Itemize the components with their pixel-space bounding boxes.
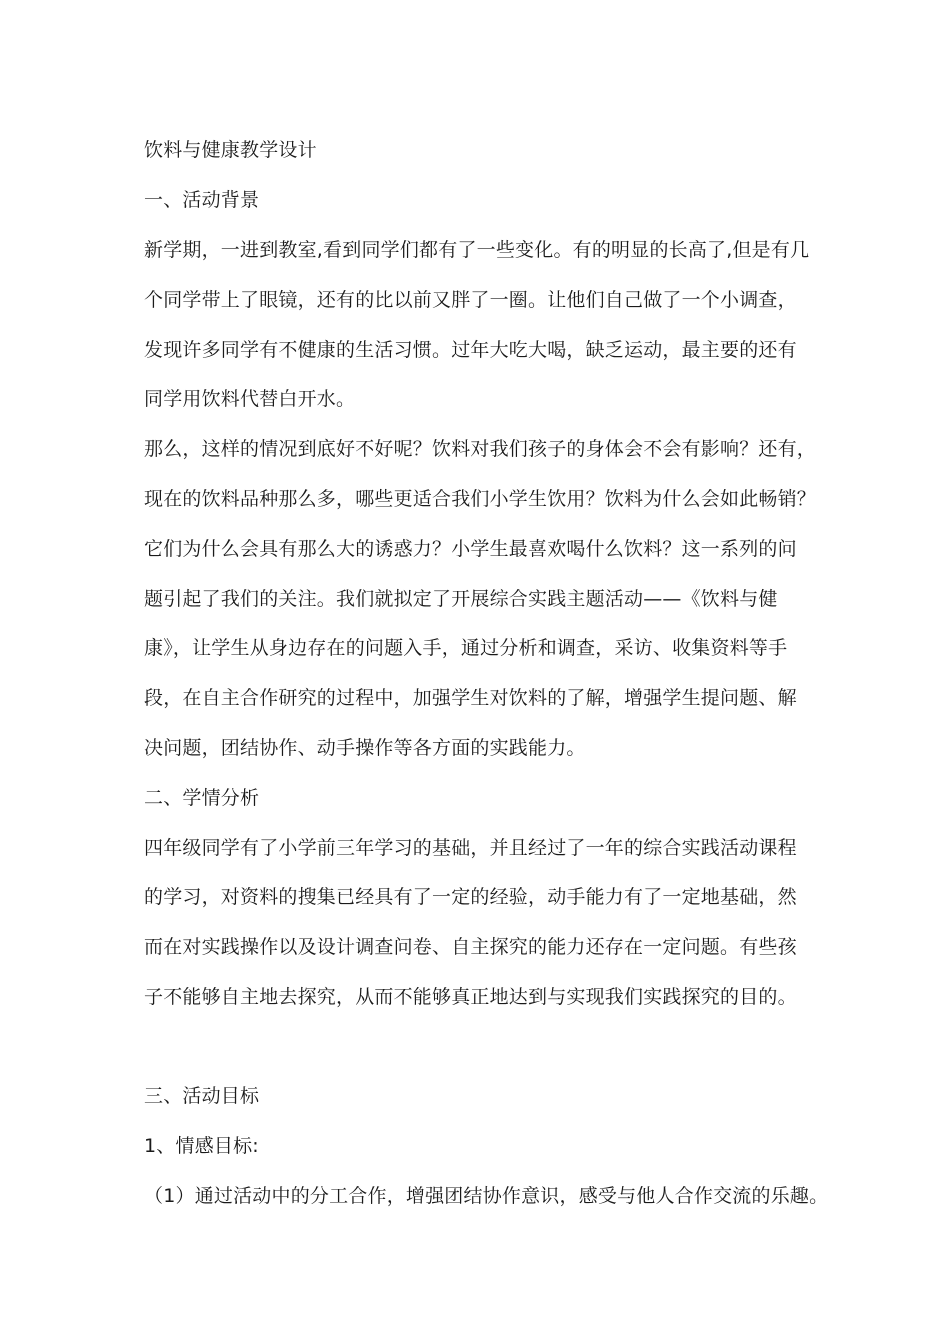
paragraph-line: 子不能够自主地去探究，从而不能够真正地达到与实现我们实践探究的目的。 <box>144 986 797 1008</box>
goal-item: （1）通过活动中的分工合作，增强团结协作意识，感受与他人合作交流的乐趣。 <box>144 1185 829 1207</box>
paragraph-line: 它们为什么会具有那么大的诱惑力？小学生最喜欢喝什么饮料？这一系列的问 <box>144 538 797 560</box>
paragraph-line: 新学期，一进到教室,看到同学们都有了一些变化。有的明显的长高了,但是有几 <box>144 239 810 261</box>
document-title: 饮料与健康教学设计 <box>144 139 317 161</box>
paragraph-line: 而在对实践操作以及设计调查问卷、自主探究的能力还存在一定问题。有些孩 <box>144 936 797 958</box>
paragraph-line: 现在的饮料品种那么多，哪些更适合我们小学生饮用？饮料为什么会如此畅销？ <box>144 488 817 510</box>
section-heading-analysis: 二、学情分析 <box>144 787 260 809</box>
paragraph-line: 题引起了我们的关注。我们就拟定了开展综合实践主题活动——《饮料与健 <box>144 588 778 610</box>
paragraph-line: 同学用饮料代替白开水。 <box>144 388 356 410</box>
paragraph-line: 个同学带上了眼镜，还有的比以前又胖了一圈。让他们自己做了一个小调查， <box>144 289 797 311</box>
paragraph-line: 的学习，对资料的搜集已经具有了一定的经验，动手能力有了一定地基础，然 <box>144 886 797 908</box>
subheading-emotional-goals: 1、情感目标: <box>144 1135 259 1157</box>
section-heading-background: 一、活动背景 <box>144 189 260 211</box>
paragraph-line: 发现许多同学有不健康的生活习惯。过年大吃大喝，缺乏运动，最主要的还有 <box>144 339 797 361</box>
paragraph-line: 那么，这样的情况到底好不好呢？饮料对我们孩子的身体会不会有影响？还有， <box>144 438 817 460</box>
paragraph-line: 段，在自主合作研究的过程中，加强学生对饮料的了解，增强学生提问题、解 <box>144 687 797 709</box>
paragraph-line: 决问题，团结协作、动手操作等各方面的实践能力。 <box>144 737 586 759</box>
section-heading-goals: 三、活动目标 <box>144 1085 260 1107</box>
paragraph-line: 四年级同学有了小学前三年学习的基础，并且经过了一年的综合实践活动课程 <box>144 837 797 859</box>
paragraph-line: 康》，让学生从身边存在的问题入手，通过分析和调查，采访、收集资料等手 <box>144 637 788 659</box>
